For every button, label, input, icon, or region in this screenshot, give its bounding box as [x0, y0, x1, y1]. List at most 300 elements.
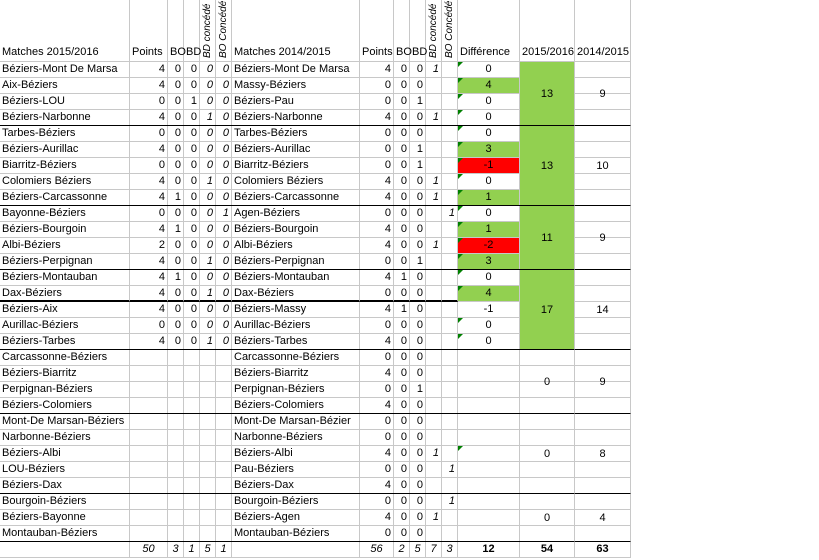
header-points-2014[interactable]: Points [360, 0, 394, 62]
cell-bdc14[interactable] [426, 94, 442, 110]
cell-bd14[interactable]: 0 [410, 238, 426, 254]
cell-bd14[interactable]: 0 [410, 414, 426, 430]
cell-m15[interactable]: Albi-Béziers [0, 238, 130, 254]
cell-bdc15[interactable]: 0 [200, 190, 216, 206]
cell-p14[interactable]: 0 [360, 158, 394, 174]
cell-bdc14[interactable] [426, 462, 442, 478]
cell-p14[interactable]: 0 [360, 382, 394, 398]
cell-bdc15[interactable]: 0 [200, 318, 216, 334]
cell-bo14[interactable]: 1 [394, 270, 410, 286]
cell-bd15[interactable]: 0 [184, 190, 200, 206]
header-matches-2015[interactable]: Matches 2015/2016 [0, 0, 130, 62]
cell-p15[interactable]: 2 [130, 238, 168, 254]
cell-p15[interactable] [130, 366, 168, 382]
cell-difference[interactable] [458, 510, 520, 526]
cell-boc14[interactable] [442, 366, 458, 382]
cell-bo15[interactable]: 0 [168, 318, 184, 334]
cell-bdc14[interactable]: 1 [426, 174, 442, 190]
cell-bo14[interactable]: 0 [394, 190, 410, 206]
cell-bo15[interactable]: 0 [168, 302, 184, 318]
cell-bd15[interactable]: 0 [184, 142, 200, 158]
cell-p15[interactable]: 0 [130, 158, 168, 174]
cell-bd14[interactable]: 0 [410, 222, 426, 238]
header-bd-concede-2014[interactable]: BD concédé [426, 0, 442, 62]
total-bo-2015[interactable]: 3 [168, 542, 184, 558]
cell-boc14[interactable] [442, 430, 458, 446]
cell-m15[interactable]: Béziers-Dax [0, 478, 130, 494]
total-bo-2014[interactable]: 2 [394, 542, 410, 558]
cell-m15[interactable]: Béziers-Colomiers [0, 398, 130, 414]
cell-bdc15[interactable] [200, 446, 216, 462]
cell-m14[interactable]: Béziers-Narbonne [232, 110, 360, 126]
cell-difference[interactable] [458, 462, 520, 478]
cell-boc15[interactable]: 0 [216, 126, 232, 142]
cell-m14[interactable]: Dax-Béziers [232, 286, 360, 302]
cell-bo14[interactable]: 0 [394, 462, 410, 478]
cell-m14[interactable]: Béziers-Tarbes [232, 334, 360, 350]
cell-m14[interactable]: Aurillac-Béziers [232, 318, 360, 334]
cell-p14[interactable]: 4 [360, 510, 394, 526]
cell-bo15[interactable] [168, 430, 184, 446]
cell-boc15[interactable]: 0 [216, 190, 232, 206]
cell-bd14[interactable]: 0 [410, 206, 426, 222]
cell-m14[interactable]: Biarritz-Béziers [232, 158, 360, 174]
cell-p15[interactable]: 0 [130, 206, 168, 222]
cell-p14[interactable]: 0 [360, 206, 394, 222]
cell-boc15[interactable]: 0 [216, 318, 232, 334]
cell-bo15[interactable]: 0 [168, 158, 184, 174]
group-total-2015[interactable]: 13 [520, 126, 575, 206]
cell-boc15[interactable] [216, 526, 232, 542]
cell-bdc14[interactable] [426, 286, 442, 302]
total-label-cell-2014[interactable] [232, 542, 360, 558]
cell-bdc14[interactable] [426, 254, 442, 270]
cell-boc14[interactable] [442, 254, 458, 270]
cell-difference[interactable]: -1 [458, 158, 520, 174]
cell-p14[interactable]: 0 [360, 414, 394, 430]
cell-boc15[interactable] [216, 350, 232, 366]
header-bo-concede-2014[interactable]: BO Concédé [442, 0, 458, 62]
cell-bd15[interactable]: 0 [184, 222, 200, 238]
cell-bo14[interactable]: 0 [394, 62, 410, 78]
cell-bdc14[interactable]: 1 [426, 510, 442, 526]
cell-bdc15[interactable]: 0 [200, 206, 216, 222]
cell-difference[interactable]: -2 [458, 238, 520, 254]
cell-bo15[interactable]: 0 [168, 238, 184, 254]
cell-bo15[interactable]: 1 [168, 222, 184, 238]
cell-bo15[interactable]: 0 [168, 174, 184, 190]
cell-p15[interactable] [130, 446, 168, 462]
cell-bd14[interactable]: 0 [410, 462, 426, 478]
cell-bd14[interactable]: 0 [410, 270, 426, 286]
cell-difference[interactable]: 0 [458, 206, 520, 222]
cell-m15[interactable]: Carcassonne-Béziers [0, 350, 130, 366]
cell-bd15[interactable]: 0 [184, 318, 200, 334]
cell-boc15[interactable]: 0 [216, 254, 232, 270]
cell-bd15[interactable]: 0 [184, 302, 200, 318]
cell-difference[interactable] [458, 446, 520, 462]
header-season-2014[interactable]: 2014/2015 [575, 0, 631, 62]
cell-bd14[interactable]: 0 [410, 78, 426, 94]
cell-bdc15[interactable]: 0 [200, 126, 216, 142]
cell-bdc15[interactable] [200, 366, 216, 382]
cell-boc15[interactable] [216, 494, 232, 510]
cell-p14[interactable]: 0 [360, 142, 394, 158]
cell-bd14[interactable]: 0 [410, 526, 426, 542]
cell-p15[interactable]: 4 [130, 190, 168, 206]
cell-m14[interactable]: Carcassonne-Béziers [232, 350, 360, 366]
cell-bd14[interactable]: 0 [410, 494, 426, 510]
cell-bo14[interactable]: 0 [394, 510, 410, 526]
total-bd-2015[interactable]: 1 [184, 542, 200, 558]
cell-bd14[interactable]: 0 [410, 190, 426, 206]
cell-bo15[interactable] [168, 510, 184, 526]
cell-bo14[interactable]: 0 [394, 526, 410, 542]
cell-bdc14[interactable] [426, 158, 442, 174]
cell-difference[interactable]: 0 [458, 318, 520, 334]
cell-boc15[interactable] [216, 366, 232, 382]
cell-m14[interactable]: Béziers-Biarritz [232, 366, 360, 382]
cell-difference[interactable]: 0 [458, 110, 520, 126]
cell-bo15[interactable]: 1 [168, 270, 184, 286]
cell-p15[interactable]: 4 [130, 62, 168, 78]
cell-bdc14[interactable] [426, 382, 442, 398]
cell-m15[interactable]: Béziers-Albi [0, 446, 130, 462]
cell-boc14[interactable] [442, 478, 458, 494]
cell-bdc14[interactable] [426, 222, 442, 238]
cell-p14[interactable]: 4 [360, 398, 394, 414]
cell-bo15[interactable]: 0 [168, 142, 184, 158]
cell-bo14[interactable]: 0 [394, 94, 410, 110]
cell-m14[interactable]: Tarbes-Béziers [232, 126, 360, 142]
cell-bdc15[interactable] [200, 382, 216, 398]
cell-bo14[interactable]: 0 [394, 78, 410, 94]
cell-p15[interactable]: 4 [130, 222, 168, 238]
cell-p15[interactable] [130, 350, 168, 366]
header-bo-2015[interactable]: BO [168, 0, 184, 62]
cell-bo15[interactable] [168, 382, 184, 398]
cell-boc14[interactable] [442, 382, 458, 398]
cell-bd14[interactable]: 1 [410, 382, 426, 398]
cell-bd15[interactable] [184, 366, 200, 382]
cell-p15[interactable]: 4 [130, 110, 168, 126]
cell-boc14[interactable] [442, 414, 458, 430]
cell-p14[interactable]: 0 [360, 78, 394, 94]
cell-m14[interactable]: Béziers-Bourgoin [232, 222, 360, 238]
cell-bo14[interactable]: 0 [394, 238, 410, 254]
cell-p15[interactable]: 4 [130, 302, 168, 318]
total-season-2014[interactable]: 63 [575, 542, 631, 558]
cell-p15[interactable] [130, 430, 168, 446]
cell-bdc14[interactable] [426, 414, 442, 430]
cell-difference[interactable] [458, 398, 520, 414]
cell-bdc15[interactable]: 0 [200, 270, 216, 286]
cell-bd15[interactable]: 0 [184, 78, 200, 94]
header-bo-2014[interactable]: BO [394, 0, 410, 62]
cell-p14[interactable]: 0 [360, 430, 394, 446]
cell-bo15[interactable]: 0 [168, 110, 184, 126]
cell-bdc14[interactable] [426, 334, 442, 350]
cell-p15[interactable]: 4 [130, 142, 168, 158]
cell-bo14[interactable]: 0 [394, 446, 410, 462]
group-total-2014[interactable]: 9 [575, 350, 631, 414]
cell-bd15[interactable]: 0 [184, 286, 200, 302]
cell-bd15[interactable] [184, 430, 200, 446]
cell-bo15[interactable]: 0 [168, 78, 184, 94]
cell-m15[interactable]: Aurillac-Béziers [0, 318, 130, 334]
cell-bdc15[interactable] [200, 398, 216, 414]
cell-bdc15[interactable]: 1 [200, 174, 216, 190]
cell-m14[interactable]: Béziers-Montauban [232, 270, 360, 286]
cell-m15[interactable]: Dax-Béziers [0, 286, 130, 302]
total-points-2015[interactable]: 50 [130, 542, 168, 558]
cell-boc15[interactable]: 0 [216, 142, 232, 158]
cell-bo15[interactable] [168, 462, 184, 478]
cell-bdc15[interactable]: 1 [200, 286, 216, 302]
cell-m15[interactable]: Béziers-Tarbes [0, 334, 130, 350]
cell-bdc14[interactable] [426, 142, 442, 158]
cell-boc15[interactable] [216, 430, 232, 446]
cell-p15[interactable]: 4 [130, 254, 168, 270]
group-total-2015[interactable]: 17 [520, 270, 575, 350]
total-bo-concede-2014[interactable]: 3 [442, 542, 458, 558]
cell-boc15[interactable]: 0 [216, 222, 232, 238]
cell-difference[interactable] [458, 526, 520, 542]
cell-difference[interactable] [458, 382, 520, 398]
cell-boc14[interactable] [442, 94, 458, 110]
cell-m15[interactable]: Béziers-Carcassonne [0, 190, 130, 206]
cell-bo15[interactable]: 0 [168, 334, 184, 350]
cell-boc14[interactable] [442, 286, 458, 302]
cell-p14[interactable]: 0 [360, 318, 394, 334]
cell-boc14[interactable]: 1 [442, 462, 458, 478]
cell-m14[interactable]: Béziers-Albi [232, 446, 360, 462]
cell-m15[interactable]: Béziers-Bourgoin [0, 222, 130, 238]
cell-p15[interactable] [130, 414, 168, 430]
cell-difference[interactable]: 0 [458, 62, 520, 78]
cell-m14[interactable]: Béziers-Agen [232, 510, 360, 526]
cell-bd14[interactable]: 0 [410, 62, 426, 78]
cell-difference[interactable] [458, 366, 520, 382]
cell-m14[interactable]: Massy-Béziers [232, 78, 360, 94]
cell-m15[interactable]: Mont-De Marsan-Béziers [0, 414, 130, 430]
cell-m14[interactable]: Colomiers Béziers [232, 174, 360, 190]
cell-bd15[interactable] [184, 494, 200, 510]
cell-boc14[interactable] [442, 334, 458, 350]
cell-difference[interactable]: 4 [458, 286, 520, 302]
cell-bd15[interactable]: 0 [184, 238, 200, 254]
cell-bdc15[interactable]: 0 [200, 238, 216, 254]
cell-bd15[interactable]: 0 [184, 110, 200, 126]
group-total-2015[interactable]: 0 [520, 414, 575, 494]
cell-bo15[interactable] [168, 526, 184, 542]
cell-p15[interactable] [130, 526, 168, 542]
cell-m15[interactable]: Colomiers Béziers [0, 174, 130, 190]
cell-p15[interactable]: 4 [130, 286, 168, 302]
cell-boc14[interactable] [442, 222, 458, 238]
cell-boc15[interactable] [216, 446, 232, 462]
cell-bd15[interactable] [184, 382, 200, 398]
cell-bd15[interactable]: 0 [184, 334, 200, 350]
cell-p14[interactable]: 4 [360, 174, 394, 190]
cell-bd14[interactable]: 0 [410, 286, 426, 302]
cell-bo15[interactable] [168, 446, 184, 462]
cell-p14[interactable]: 0 [360, 350, 394, 366]
cell-bdc14[interactable] [426, 366, 442, 382]
cell-bo14[interactable]: 0 [394, 334, 410, 350]
cell-difference[interactable] [458, 414, 520, 430]
group-total-2015[interactable]: 0 [520, 350, 575, 414]
cell-bdc15[interactable] [200, 462, 216, 478]
cell-p14[interactable]: 4 [360, 446, 394, 462]
cell-bo14[interactable]: 0 [394, 478, 410, 494]
cell-p14[interactable]: 4 [360, 62, 394, 78]
cell-bdc15[interactable] [200, 414, 216, 430]
cell-boc14[interactable] [442, 190, 458, 206]
cell-m14[interactable]: Agen-Béziers [232, 206, 360, 222]
cell-bdc14[interactable] [426, 126, 442, 142]
group-total-2014[interactable]: 10 [575, 126, 631, 206]
cell-bdc14[interactable] [426, 494, 442, 510]
cell-bdc15[interactable] [200, 494, 216, 510]
cell-m15[interactable]: Bourgoin-Béziers [0, 494, 130, 510]
cell-boc14[interactable] [442, 78, 458, 94]
cell-difference[interactable]: -1 [458, 302, 520, 318]
cell-bo14[interactable]: 1 [394, 302, 410, 318]
cell-p15[interactable]: 0 [130, 318, 168, 334]
cell-m15[interactable]: Bayonne-Béziers [0, 206, 130, 222]
cell-bd14[interactable]: 0 [410, 126, 426, 142]
cell-bdc15[interactable]: 0 [200, 78, 216, 94]
cell-p15[interactable] [130, 462, 168, 478]
cell-p15[interactable]: 4 [130, 78, 168, 94]
cell-m14[interactable]: Béziers-Perpignan [232, 254, 360, 270]
cell-bo14[interactable]: 0 [394, 414, 410, 430]
cell-boc14[interactable] [442, 302, 458, 318]
cell-difference[interactable]: 3 [458, 142, 520, 158]
cell-boc15[interactable] [216, 398, 232, 414]
cell-boc15[interactable] [216, 382, 232, 398]
group-total-2014[interactable]: 9 [575, 62, 631, 126]
cell-difference[interactable]: 0 [458, 334, 520, 350]
header-bd-concede-2015[interactable]: BD concédé [200, 0, 216, 62]
cell-bdc15[interactable] [200, 478, 216, 494]
header-bo-concede-2015[interactable]: BO Concédé [216, 0, 232, 62]
cell-bo14[interactable]: 0 [394, 142, 410, 158]
header-difference[interactable]: Différence [458, 0, 520, 62]
cell-p14[interactable]: 0 [360, 526, 394, 542]
cell-p14[interactable]: 0 [360, 494, 394, 510]
group-total-2014[interactable]: 14 [575, 270, 631, 350]
cell-boc14[interactable] [442, 270, 458, 286]
cell-p14[interactable]: 0 [360, 462, 394, 478]
cell-difference[interactable]: 1 [458, 222, 520, 238]
cell-m14[interactable]: Perpignan-Béziers [232, 382, 360, 398]
cell-boc15[interactable]: 0 [216, 110, 232, 126]
cell-p15[interactable]: 4 [130, 174, 168, 190]
cell-bd15[interactable]: 0 [184, 62, 200, 78]
cell-bo15[interactable]: 1 [168, 190, 184, 206]
cell-bdc15[interactable] [200, 350, 216, 366]
total-season-2015[interactable]: 54 [520, 542, 575, 558]
cell-boc14[interactable]: 1 [442, 206, 458, 222]
cell-bd14[interactable]: 1 [410, 94, 426, 110]
cell-bdc14[interactable]: 1 [426, 238, 442, 254]
cell-p15[interactable] [130, 478, 168, 494]
cell-p15[interactable]: 0 [130, 126, 168, 142]
cell-bd14[interactable]: 0 [410, 366, 426, 382]
cell-bdc15[interactable] [200, 526, 216, 542]
cell-p14[interactable]: 4 [360, 302, 394, 318]
cell-bd15[interactable] [184, 462, 200, 478]
cell-bd14[interactable]: 0 [410, 318, 426, 334]
cell-difference[interactable]: 3 [458, 254, 520, 270]
cell-m14[interactable]: Béziers-Massy [232, 302, 360, 318]
cell-bdc14[interactable]: 1 [426, 110, 442, 126]
cell-bd15[interactable]: 1 [184, 94, 200, 110]
cell-bo15[interactable] [168, 366, 184, 382]
cell-m14[interactable]: Bourgoin-Béziers [232, 494, 360, 510]
total-label-cell[interactable] [0, 542, 130, 558]
cell-boc14[interactable] [442, 510, 458, 526]
cell-difference[interactable] [458, 494, 520, 510]
cell-bd14[interactable]: 0 [410, 110, 426, 126]
cell-bd14[interactable]: 0 [410, 302, 426, 318]
group-total-2015[interactable]: 11 [520, 206, 575, 270]
group-total-2015[interactable]: 13 [520, 62, 575, 126]
cell-bd15[interactable] [184, 414, 200, 430]
cell-boc14[interactable] [442, 350, 458, 366]
cell-boc14[interactable] [442, 526, 458, 542]
cell-m15[interactable]: Tarbes-Béziers [0, 126, 130, 142]
cell-bd15[interactable] [184, 510, 200, 526]
total-points-2014[interactable]: 56 [360, 542, 394, 558]
cell-bo14[interactable]: 0 [394, 126, 410, 142]
cell-p14[interactable]: 4 [360, 110, 394, 126]
header-matches-2014[interactable]: Matches 2014/2015 [232, 0, 360, 62]
cell-bo15[interactable]: 0 [168, 254, 184, 270]
cell-m15[interactable]: Narbonne-Béziers [0, 430, 130, 446]
total-bd-concede-2015[interactable]: 5 [200, 542, 216, 558]
cell-p14[interactable]: 4 [360, 478, 394, 494]
cell-bo14[interactable]: 0 [394, 286, 410, 302]
cell-m15[interactable]: Biarritz-Béziers [0, 158, 130, 174]
cell-m15[interactable]: Béziers-Biarritz [0, 366, 130, 382]
cell-bd14[interactable]: 0 [410, 174, 426, 190]
cell-p15[interactable] [130, 494, 168, 510]
cell-difference[interactable]: 4 [458, 78, 520, 94]
cell-bd15[interactable]: 0 [184, 254, 200, 270]
cell-bdc14[interactable] [426, 526, 442, 542]
cell-m14[interactable]: Béziers-Pau [232, 94, 360, 110]
cell-bo14[interactable]: 0 [394, 174, 410, 190]
cell-p14[interactable]: 4 [360, 270, 394, 286]
cell-p14[interactable]: 0 [360, 254, 394, 270]
cell-bo14[interactable]: 0 [394, 110, 410, 126]
cell-m14[interactable]: Pau-Béziers [232, 462, 360, 478]
cell-bo14[interactable]: 0 [394, 366, 410, 382]
cell-bo15[interactable]: 0 [168, 62, 184, 78]
cell-p14[interactable]: 4 [360, 190, 394, 206]
cell-bo14[interactable]: 0 [394, 430, 410, 446]
total-difference[interactable]: 12 [458, 542, 520, 558]
cell-p15[interactable] [130, 382, 168, 398]
cell-m14[interactable]: Béziers-Carcassonne [232, 190, 360, 206]
cell-bd14[interactable]: 0 [410, 478, 426, 494]
cell-bd14[interactable]: 0 [410, 398, 426, 414]
cell-bdc14[interactable] [426, 78, 442, 94]
cell-p14[interactable]: 4 [360, 238, 394, 254]
